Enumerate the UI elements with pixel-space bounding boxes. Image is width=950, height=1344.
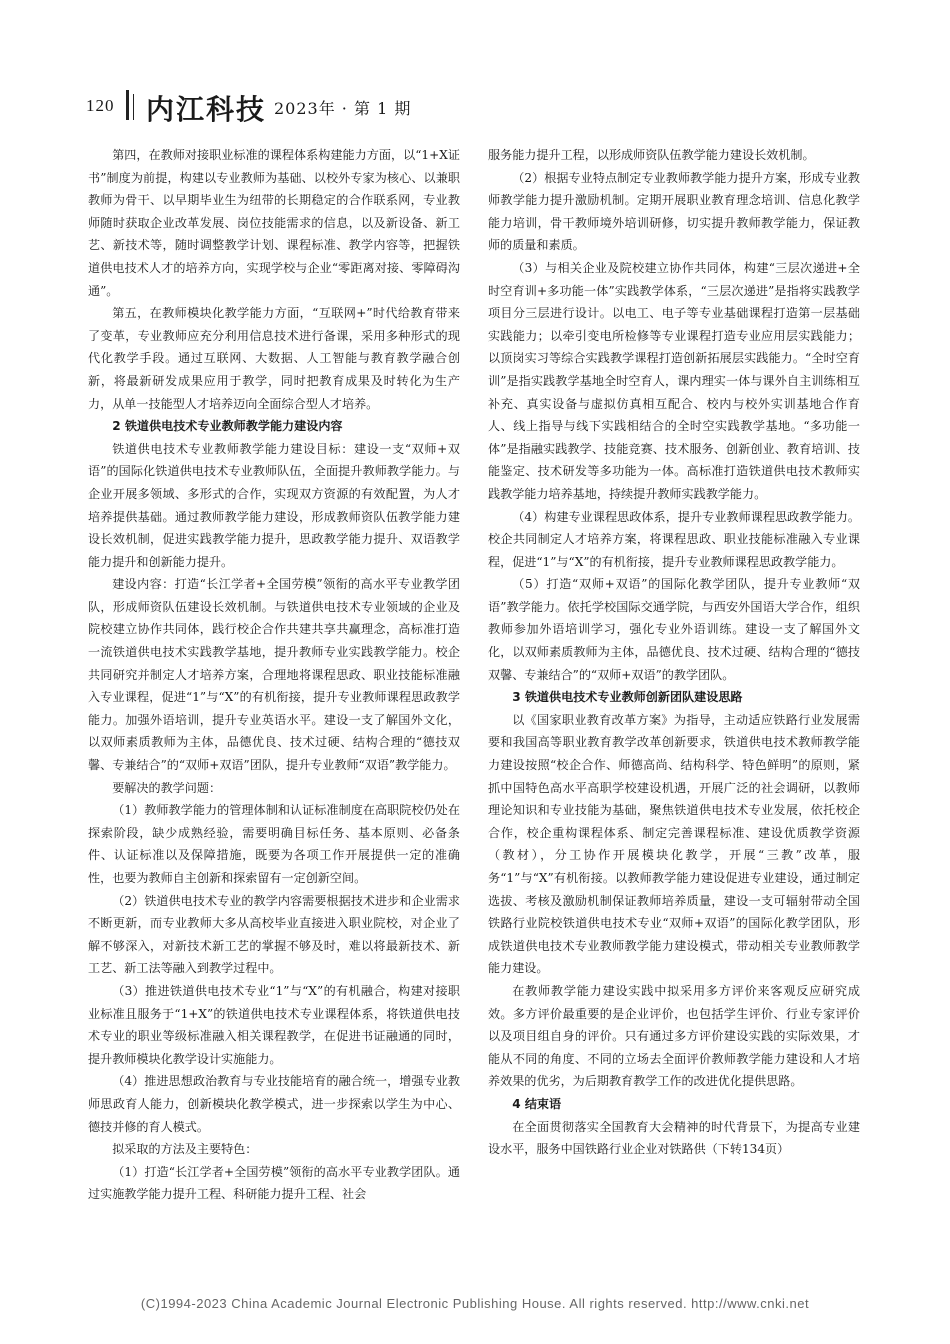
paragraph: （2）铁道供电技术专业的教学内容需要根据技术进步和企业需求不断更新，而专业教师大多从高校毕业直接进入职业院校，对企业了解不够深入，对新技术新工艺的掌握不够及时，难以将最新技术、新工艺、新工法等融入到教学过程中。 <box>88 893 460 976</box>
right-column <box>488 144 860 1161</box>
paragraph: 在教师教学能力建设实践中拟采用多方评价来客观反应研究成效。多方评价最重要的是企业评价，也包括学生评价、行业专家评价以及项目组自身的评价。只有通过多方评价建设实践的实际效果，才能从不同的角度、不同的立场去全面评价教师教学能力建设和人才培养效果的优劣，为后期教育教学工作的改进优化提供思路。 <box>488 983 860 1089</box>
header-divider-thin <box>133 94 134 120</box>
paragraph: 铁道供电技术专业教师教学能力建设目标：建设一支“双师+双语”的国际化铁道供电技术专业教师队伍，全面提升教师教学能力。与企业开展多领域、多形式的合作，实现双方资源的有效配置，为人才培养提供基础。通过教师教学能力建设，形成教师资队伍教学能力建设长效机制，促进实践教学能力提升，思政教学能力提升、双语教学能力提升和创新能力提升。 <box>88 441 460 569</box>
copyright-footer: (C)1994-2023 China Academic Journal Electronic Publishing House. All rights reserved. http://www.cnki.net <box>140 1296 810 1311</box>
paragraph: （4）推进思想政治教育与专业技能培育的融合统一，增强专业教师思政育人能力，创新模块化教学模式，进一步探索以学生为中心、德技并修的育人模式。 <box>88 1074 460 1134</box>
paragraph: 在全面贯彻落实全国教育大会精神的时代背景下，为提高专业建设水平，服务中国铁路行业企业对铁路供（下转134页） <box>488 1119 860 1157</box>
page-number: 120 <box>86 96 115 115</box>
paragraph: 要解决的教学问题： <box>112 780 222 795</box>
paragraph: （5）打造“双师+双语”的国际化教学团队，提升专业教师“双语”教学能力。依托学校国际交通学院，与西安外国语大学合作，组织教师参加外语培训学习，强化专业外语训练。建设一支了解国外文化，以双师素质教师为主体，品德优良、技术过硬、结构合理的“德技双馨、专兼结合”的“双师+双语”的教学团队。 <box>488 577 860 682</box>
paragraph: （3）与相关企业及院校建立协作共同体，构建“三层次递进+全时空育训+多功能一体”实践教学体系，“三层次递进”是指将实践教学项目分三层进行设计。以电工、电子等专业基础课程打造第一层基础实践能力；以牵引变电所检修等专业课程打造专业应用层实践能力；以顶岗实习等综合实践教学课程打造创新拓展层实践能力。“全时空育训”是指实践教学基地全时空育人，课内理实一体与课外自主训练相互补充、真实设备与虚拟仿真相互配合、校内与校外实训基地合作育人、线上指导与线下实践相结合的全时空实践教学基地。“多功能一体”是指融实践教学、技能竞赛、技术服务、创新创业、教育培训、技能鉴定、技术研发等多功能为一体。高标准打造铁道供电技术教师实践教学能力培养基地，持续提升教师实践教学能力。 <box>488 260 860 501</box>
section-heading: 3 铁道供电技术专业教师创新团队建设思路 <box>512 690 743 705</box>
paragraph: （3）推进铁道供电技术专业“1”与“X”的有机融合，构建对接职业标准且服务于“1+X”的铁道供电技术专业课程体系，将铁道供电技术专业的职业等级标准融入相关课程教学，在促进书证融通的同时，提升教师模块化教学设计实施能力。 <box>88 983 460 1066</box>
left-column <box>88 144 460 1206</box>
issue-label: 2023年 · 第 1 期 <box>274 99 412 118</box>
paragraph: 以《国家职业教育改革方案》为指导，主动适应铁路行业发展需要和我国高等职业教育教学改革创新要求，铁道供电技术教师教学能力建设按照“校企合作、师德高尚、结构科学、特色鲜明”的原则，紧抓中国特色高水平高职学校建设机遇，开展广泛的社会调研，以教师理论知识和专业技能为基础，聚焦铁道供电技术专业发展，依托校企合作，校企重构课程体系、制定完善课程标准、建设优质教学资源（教材），分工协作开展模块化教学，开展“三教”改革，服务“1”与“X”有机衔接。以教师教学能力建设促进专业建设，通过制定选拔、考核及激励机制保证教师培养质量，建设一支可辐射带动全国铁路行业院校铁道供电技术专业“双师+双语”的国际化教学团队，形成铁道供电技术专业教师教学能力建设模式，带动相关专业教师教学能力建设。 <box>488 712 860 976</box>
paragraph: 拟采取的方法及主要特色： <box>112 1142 258 1157</box>
paragraph: （4）构建专业课程思政体系，提升专业教师课程思政教学能力。校企共同制定人才培养方案，将课程思政、职业技能标准融入专业课程，促进“1”与“X”的有机衔接，提升专业教师课程思政教学能力。 <box>488 509 860 569</box>
header-divider <box>126 90 129 120</box>
paragraph: 建设内容：打造“长江学者+全国劳模”领衔的高水平专业教学团队，形成师资队伍建设长效机制。与铁道供电技术专业领域的企业及院校建立协作共同体，践行校企合作共建共享共赢理念，高标准打造一流铁道供电技术实践教学基地，提升教师专业实践教学能力。校企共同研究并制定人才培养方案，合理地将课程思政、职业技能标准融入专业课程，促进“1”与“X”的有机衔接，提升专业教师课程思政教学能力。加强外语培训，提升专业英语水平。建设一支了解国外文化，以双师素质教师为主体，品德优良、技术过硬、结构合理的“德技双馨、专兼结合”的“双师+双语”团队，提升专业教师“双语”教学能力。 <box>88 577 460 773</box>
paragraph: （1）教师教学能力的管理体制和认证标准制度在高职院校仍处在探索阶段，缺少成熟经验，需要明确目标任务、基本原则、必备条件、认证标准以及保障措施，既要为各项工作开展提供一定的准确性，也要为教师自主创新和探索留有一定创新空间。 <box>88 803 460 885</box>
paragraph: 服务能力提升工程，以形成师资队伍教学能力建设长效机制。 <box>488 148 815 162</box>
paragraph: 第四，在教师对接职业标准的课程体系构建能力方面，以“1+X证书”制度为前提，构建以专业教师为基础、以校外专家为核心、以兼职教师为骨干、以早期毕业生为纽带的长期稳定的合作联系网，专业教师随时获取企业改革发展、岗位技能需求的信息，以及新设备、新工艺、新技术等，随时调整教学计划、课程标准、教学内容等，把握铁道供电技术人才的培养方向，实现学校与企业“零距离对接、零障碍沟通”。 <box>88 148 460 298</box>
paragraph: （2）根据专业特点制定专业教师教学能力提升方案，形成专业教师教学能力提升激励机制。定期开展职业教育理念培训、信息化教学能力培训，骨干教师境外培训研修，切实提升教师教学能力，保证教师的质量和素质。 <box>488 170 860 253</box>
paragraph: （1）打造“长江学者+全国劳模”领衔的高水平专业教学团队。通过实施教学能力提升工程、科研能力提升工程、社会 <box>88 1164 460 1202</box>
paragraph: 第五，在教师模块化教学能力方面，“互联网+”时代给教育带来了变革，专业教师应充分利用信息技术进行备课，采用多种形式的现代化教学手段。通过互联网、大数据、人工智能与教育教学融合创新，将最新研发成果应用于教学，同时把教育成果及时转化为生产力，从单一技能型人才培养迈向全面综合型人才培养。 <box>88 306 460 411</box>
journal-name: 内江科技 <box>146 93 267 126</box>
section-heading: 4 结束语 <box>512 1096 562 1111</box>
page-header <box>86 90 876 126</box>
section-heading: 2 铁道供电技术专业教师教学能力建设内容 <box>112 419 343 434</box>
